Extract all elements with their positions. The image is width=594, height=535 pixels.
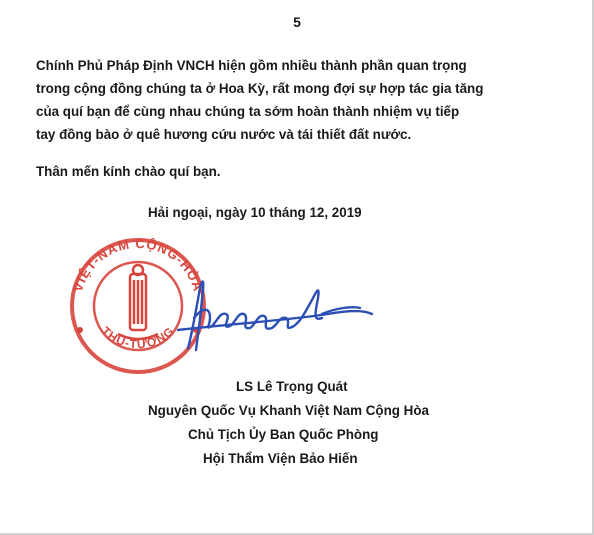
signer-title: Hội Thẩm Viện Bảo Hiến <box>203 451 358 466</box>
seal-emblem <box>118 265 158 339</box>
body-paragraph <box>36 54 566 146</box>
paragraph-line: của quí bạn để cùng nhau chúng ta sớm hoàn thành nhiệm vụ tiếp <box>36 104 460 119</box>
paragraph-line: trong cộng đồng chúng ta ở Hoa Kỳ, rất mong đợi sự hợp tác gia tăng <box>36 81 484 96</box>
seal-and-signature <box>60 226 380 376</box>
svg-text:THỦ-TƯỚNG <box>99 324 178 352</box>
paragraph-line: Chính Phủ Pháp Định VNCH hiện gồm nhiều thành phần quan trọng <box>36 58 467 73</box>
closing-line: Thân mến kính chào quí bạn. <box>36 164 221 179</box>
paragraph-line: tay đồng bào ở quê hương cứu nước và tái thiết đất nước. <box>36 127 412 142</box>
signer-name: LS Lê Trọng Quát <box>236 379 348 394</box>
place-date: Hải ngoại, ngày 10 tháng 12, 2019 <box>148 205 362 220</box>
seal-bottom-text: THỦ-TƯỚNG <box>98 323 178 352</box>
signer-title: Nguyên Quốc Vụ Khanh Việt Nam Cộng Hòa <box>148 403 429 418</box>
handwritten-signature <box>178 282 372 351</box>
seal-top-text: VIỆT-NAM CỘNG-HÒA <box>69 235 207 294</box>
page-number: 5 <box>293 14 301 30</box>
signer-title: Chủ Tịch Ủy Ban Quốc Phòng <box>188 427 379 442</box>
official-seal <box>70 236 206 372</box>
